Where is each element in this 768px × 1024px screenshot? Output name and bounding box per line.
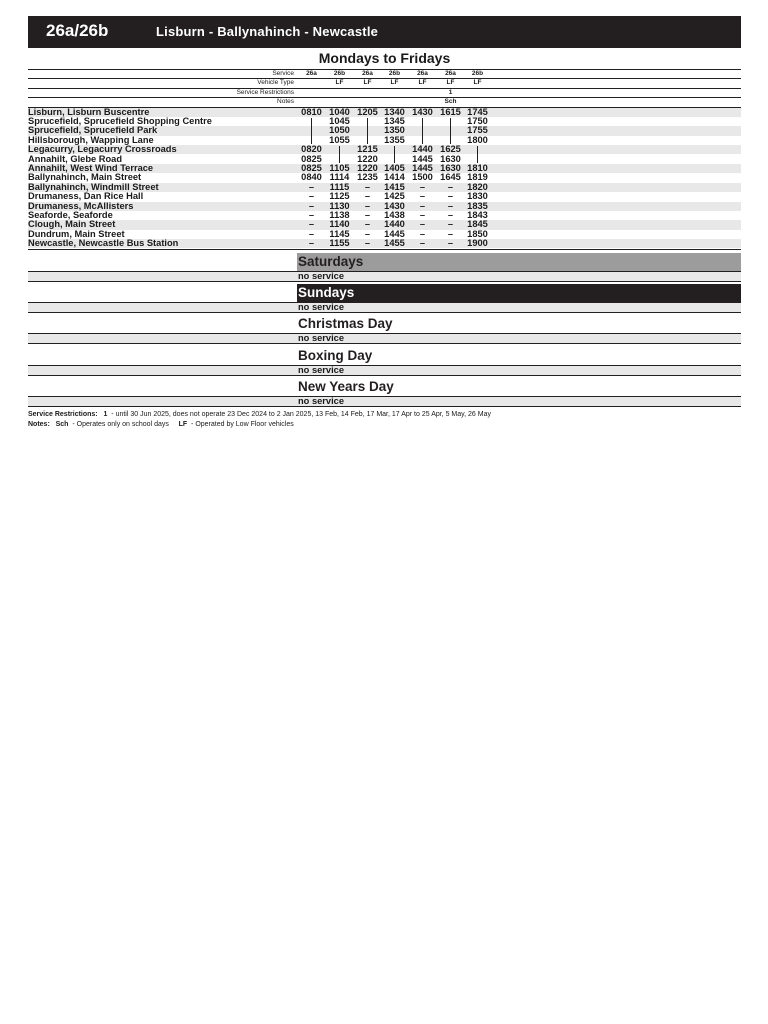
departure-time: 1155 bbox=[329, 238, 350, 249]
no-service-text: no service bbox=[298, 271, 344, 281]
departure-time: 0825 bbox=[301, 162, 322, 173]
departure-time: 1140 bbox=[329, 219, 350, 230]
departure-time: 1415 bbox=[384, 181, 405, 192]
departure-time: 1114 bbox=[329, 172, 350, 183]
departure-time: 1040 bbox=[329, 106, 350, 117]
divider bbox=[28, 312, 741, 313]
service-code: 26a bbox=[417, 70, 428, 77]
departure-time: 0825 bbox=[301, 153, 322, 164]
departure-time: 1820 bbox=[467, 181, 488, 192]
departure-time: 1800 bbox=[467, 134, 488, 145]
vehicle-type: LF bbox=[335, 79, 344, 86]
departure-time: 1625 bbox=[440, 144, 461, 155]
stop-name: Drumaness, Dan Rice Hall bbox=[28, 191, 144, 202]
departure-time: 1130 bbox=[329, 200, 350, 211]
route-banner bbox=[28, 16, 741, 48]
departure-time: – bbox=[364, 191, 371, 202]
vehicle-type: LF bbox=[418, 79, 427, 86]
departure-time: 1645 bbox=[440, 172, 461, 183]
departure-time: 1745 bbox=[467, 106, 488, 117]
no-service-text: no service bbox=[298, 364, 344, 375]
table-row bbox=[28, 145, 741, 154]
departure-time: – bbox=[364, 200, 371, 211]
footnote-notes-label: Notes: bbox=[28, 421, 50, 428]
departure-time: – bbox=[308, 228, 315, 239]
departure-time: 1900 bbox=[467, 238, 488, 249]
stop-name: Annahilt, West Wind Terrace bbox=[28, 162, 154, 173]
departure-time: 1630 bbox=[440, 153, 461, 164]
departure-time: 1055 bbox=[329, 134, 350, 145]
departure-time: 1115 bbox=[329, 181, 350, 192]
restriction-code: 1 bbox=[448, 89, 453, 96]
no-stop-line bbox=[394, 146, 395, 163]
no-stop-line bbox=[311, 118, 312, 144]
departure-time: 1500 bbox=[412, 172, 433, 183]
stop-name: Ballynahinch, Windmill Street bbox=[28, 181, 159, 192]
departure-time: – bbox=[419, 181, 426, 192]
departure-time: 1440 bbox=[384, 219, 405, 230]
footnote-sch-text: - Operates only on school days bbox=[72, 421, 169, 428]
departure-time: 1830 bbox=[467, 191, 488, 202]
departure-time: 1819 bbox=[467, 172, 488, 183]
departure-time: 1440 bbox=[412, 144, 433, 155]
departure-time: – bbox=[364, 238, 371, 249]
departure-time: 1125 bbox=[329, 191, 350, 202]
departure-time: – bbox=[419, 238, 426, 249]
departure-time: – bbox=[447, 228, 454, 239]
footnote-restrictions-code: 1 bbox=[103, 411, 108, 418]
no-service-text: no service bbox=[298, 333, 344, 344]
departure-time: 1843 bbox=[467, 209, 488, 220]
footnote-restrictions-label: Service Restrictions: bbox=[28, 411, 98, 418]
no-service-band bbox=[28, 397, 741, 406]
stop-name: Hillsborough, Wapping Lane bbox=[28, 134, 154, 145]
footnote-sch-code: Sch bbox=[55, 421, 69, 428]
departure-time: 1835 bbox=[467, 200, 488, 211]
departure-time: 1430 bbox=[384, 200, 405, 211]
departure-time: 1755 bbox=[467, 125, 488, 136]
departure-time: 1425 bbox=[384, 191, 405, 202]
vehicle-type: LF bbox=[390, 79, 399, 86]
stop-name: Annahilt, Glebe Road bbox=[28, 153, 123, 164]
service-code: 26a bbox=[445, 70, 456, 77]
departure-time: – bbox=[419, 228, 426, 239]
departure-time: 1215 bbox=[357, 144, 378, 155]
no-stop-line bbox=[422, 118, 423, 144]
stop-name: Dundrum, Main Street bbox=[28, 228, 125, 239]
vehicle-type: LF bbox=[363, 79, 372, 86]
note-code: Sch bbox=[444, 98, 457, 105]
vehicle-type: LF bbox=[446, 79, 455, 86]
departure-time: – bbox=[364, 228, 371, 239]
section-title: Christmas Day bbox=[298, 316, 393, 332]
departure-time: 1445 bbox=[412, 153, 433, 164]
departure-time: 0820 bbox=[301, 144, 322, 155]
service-label: Service bbox=[272, 70, 294, 77]
stop-name: Seaforde, Seaforde bbox=[28, 209, 113, 220]
departure-time: 1355 bbox=[384, 134, 405, 145]
restrictions-label: Service Restrictions bbox=[236, 89, 294, 96]
divider bbox=[28, 375, 741, 376]
departure-time: 1455 bbox=[384, 238, 405, 249]
vehicle-type-label: Vehicle Type bbox=[257, 79, 294, 86]
service-code: 26b bbox=[471, 70, 484, 77]
departure-time: – bbox=[308, 219, 315, 230]
no-service-text: no service bbox=[298, 395, 344, 406]
departure-time: 1414 bbox=[384, 172, 405, 183]
departure-time: 1105 bbox=[329, 162, 350, 173]
departure-time: – bbox=[364, 209, 371, 220]
departure-time: – bbox=[419, 219, 426, 230]
departure-time: 1438 bbox=[384, 209, 405, 220]
departure-time: 1138 bbox=[329, 209, 350, 220]
departure-time: 1145 bbox=[329, 228, 350, 239]
departure-time: – bbox=[447, 200, 454, 211]
divider bbox=[28, 343, 741, 344]
no-service-band bbox=[28, 272, 741, 281]
stop-name: Legacurry, Legacurry Crossroads bbox=[28, 144, 177, 155]
service-code: 26b bbox=[333, 70, 346, 77]
weekday-title: Mondays to Fridays bbox=[318, 50, 451, 66]
departure-time: 1615 bbox=[440, 106, 461, 117]
divider bbox=[28, 97, 741, 98]
service-code: 26a bbox=[306, 70, 317, 77]
divider bbox=[28, 281, 741, 282]
notes-label: Notes bbox=[277, 98, 294, 105]
footnote-lf-text: - Operated by Low Floor vehicles bbox=[191, 421, 294, 428]
departure-time: 1430 bbox=[412, 106, 433, 117]
departure-time: – bbox=[308, 209, 315, 220]
footnote-restrictions-text: - until 30 Jun 2025, does not operate 23 Dec 2024 to 2 Jan 2025, 13 Feb, 14 Feb, 17 Mar, 17 Apr to 25 Apr, 5 May, 26 May bbox=[111, 411, 491, 418]
departure-time: – bbox=[364, 181, 371, 192]
no-service-band bbox=[28, 303, 741, 312]
departure-time: 1235 bbox=[357, 172, 378, 183]
divider bbox=[28, 88, 741, 89]
departure-time: 0840 bbox=[301, 172, 322, 183]
service-code: 26b bbox=[388, 70, 401, 77]
departure-time: – bbox=[447, 209, 454, 220]
departure-time: 1630 bbox=[440, 162, 461, 173]
no-service-band bbox=[28, 334, 741, 343]
section-title: Saturdays bbox=[297, 253, 741, 271]
table-row bbox=[28, 239, 741, 248]
departure-time: – bbox=[308, 191, 315, 202]
route-name: Lisburn - Ballynahinch - Newcastle bbox=[156, 24, 379, 39]
stop-name: Sprucefield, Sprucefield Shopping Centre bbox=[28, 115, 212, 126]
departure-time: 0810 bbox=[301, 106, 322, 117]
departure-time: 1050 bbox=[329, 125, 350, 136]
no-stop-line bbox=[339, 146, 340, 163]
stop-name: Clough, Main Street bbox=[28, 219, 116, 230]
departure-time: – bbox=[308, 181, 315, 192]
divider bbox=[28, 249, 741, 250]
departure-time: 1340 bbox=[384, 106, 405, 117]
service-code: 26a bbox=[362, 70, 373, 77]
vehicle-type: LF bbox=[473, 79, 482, 86]
departure-time: – bbox=[419, 200, 426, 211]
route-number: 26a/26b bbox=[46, 21, 109, 40]
section-title: Sundays bbox=[297, 284, 741, 302]
departure-time: 1350 bbox=[384, 125, 405, 136]
departure-time: 1405 bbox=[384, 162, 405, 173]
footnote-lf-code: LF bbox=[178, 421, 188, 428]
stop-name: Newcastle, Newcastle Bus Station bbox=[28, 238, 179, 249]
departure-time: – bbox=[364, 219, 371, 230]
departure-time: 1045 bbox=[329, 115, 350, 126]
departure-time: 1220 bbox=[357, 153, 378, 164]
departure-time: 1220 bbox=[357, 162, 378, 173]
stop-name: Ballynahinch, Main Street bbox=[28, 172, 142, 183]
stop-name: Lisburn, Lisburn Buscentre bbox=[28, 106, 150, 117]
section-title: New Years Day bbox=[298, 378, 394, 394]
no-stop-line bbox=[367, 118, 368, 144]
departure-time: 1205 bbox=[357, 106, 378, 117]
section-title: Boxing Day bbox=[298, 347, 373, 363]
departure-time: – bbox=[447, 191, 454, 202]
departure-time: – bbox=[447, 238, 454, 249]
no-stop-line bbox=[477, 146, 478, 163]
divider bbox=[28, 406, 741, 407]
departure-time: – bbox=[419, 209, 426, 220]
departure-time: 1810 bbox=[467, 162, 488, 173]
no-service-text: no service bbox=[298, 302, 344, 313]
stop-name: Sprucefield, Sprucefield Park bbox=[28, 125, 158, 136]
departure-time: 1445 bbox=[412, 162, 433, 173]
departure-time: – bbox=[419, 191, 426, 202]
departure-time: – bbox=[308, 200, 315, 211]
departure-time: – bbox=[308, 238, 315, 249]
departure-time: 1850 bbox=[467, 228, 488, 239]
departure-time: 1345 bbox=[384, 115, 405, 126]
footnote-restrictions bbox=[28, 411, 491, 418]
departure-time: – bbox=[447, 181, 454, 192]
departure-time: 1445 bbox=[384, 228, 405, 239]
no-stop-line bbox=[450, 118, 451, 144]
departure-time: 1845 bbox=[467, 219, 488, 230]
stop-name: Drumaness, McAllisters bbox=[28, 200, 134, 211]
footnote-notes bbox=[28, 421, 294, 428]
no-service-band bbox=[28, 366, 741, 375]
departure-time: – bbox=[447, 219, 454, 230]
departure-time: 1750 bbox=[467, 115, 488, 126]
